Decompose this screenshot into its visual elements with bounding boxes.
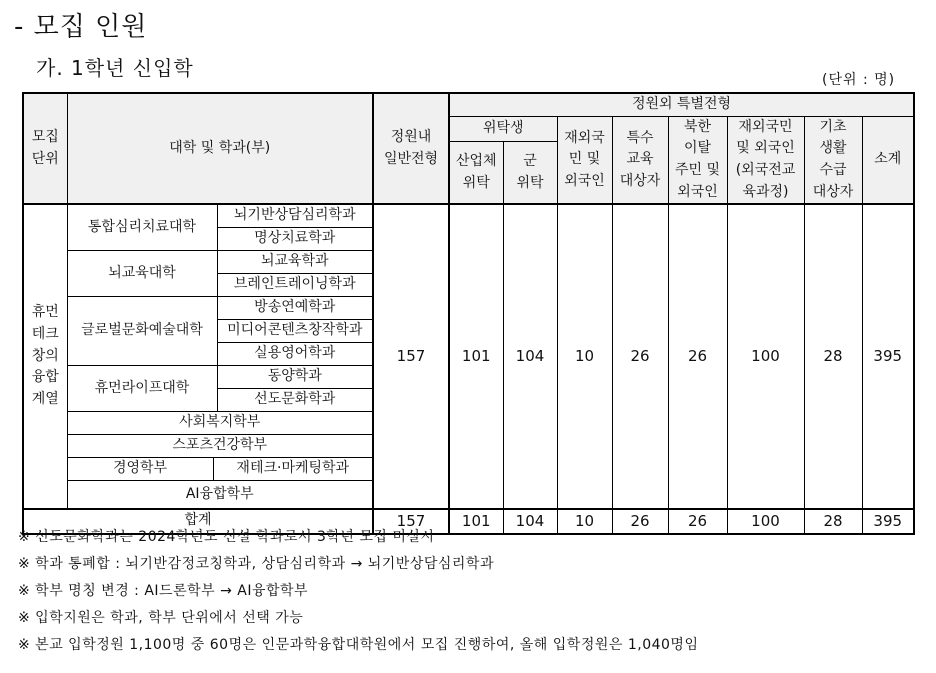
header-basic-living: 기초 생활 수급 대상자 [804,116,862,204]
sub-title: 가. 1학년 신입학 [36,56,194,80]
dept-media-content: 미디어콘텐츠창작학과 [217,320,373,343]
header-military: 군 위탁 [503,142,557,205]
value-military: 104 [503,204,557,508]
total-label: 합계 [23,509,373,534]
total-subtotal: 395 [862,509,914,534]
value-overseas-program: 100 [727,204,804,508]
dept-business: 경영학부 [67,458,213,481]
total-special-ed: 26 [612,509,668,534]
header-subtotal: 소계 [862,116,914,204]
header-college-dept: 대학 및 학과(부) [67,93,373,204]
college-human-life: 휴먼라이프대학 [67,366,217,412]
value-special-ed: 26 [612,204,668,508]
dept-sports-health: 스포츠건강학부 [67,435,373,458]
dept-social-welfare: 사회복지학부 [67,412,373,435]
dept-finance-marketing: 재테크·마케팅학과 [213,458,373,481]
header-special: 정원외 특별전형 [449,93,914,116]
value-overseas: 10 [557,204,612,508]
note-item: ※ 학부 명칭 변경 : AI드론학부 → AI융합학부 [18,583,309,599]
dept-brain-training: 브레인트레이닝학과 [217,274,373,297]
dept-oriental: 동양학과 [217,366,373,389]
college-brain-ed: 뇌교육대학 [67,251,217,297]
dept-brain-education: 뇌교육학과 [217,251,373,274]
value-regular: 157 [373,204,449,508]
dept-seondo: 선도문화학과 [217,389,373,412]
header-unit: 모집 단위 [23,93,67,204]
dept-meditation: 명상치료학과 [217,228,373,251]
section-title: - 모집 인원 [14,12,148,42]
value-nk: 26 [668,204,727,508]
header-consign: 위탁생 [449,116,557,141]
total-industry: 101 [449,509,503,534]
dept-broadcast: 방송연예학과 [217,297,373,320]
note-item: ※ 학과 통폐합 : 뇌기반감정코칭학과, 상담심리학과 → 뇌기반상담심리학과 [18,556,494,572]
header-overseas: 재외국 민 및 외국인 [557,116,612,204]
header-special-ed: 특수 교육 대상자 [612,116,668,204]
header-industry: 산업체 위탁 [449,142,503,205]
unit-note: (단위 : 명) [822,72,896,88]
value-basic-living: 28 [804,204,862,508]
note-item: ※ 본교 입학정원 1,100명 중 60명은 인문과학융합대학원에서 모집 진행하여, 올해 입학정원은 1,040명임 [18,637,699,653]
dept-ai-convergence: AI융합학부 [67,481,373,509]
recruit-unit: 휴먼 테크 창의 융합 계열 [23,204,67,508]
total-military: 104 [503,509,557,534]
header-regular: 정원내 일반전형 [373,93,449,204]
college-integrated-psych: 통합심리치료대학 [67,204,217,250]
header-nk: 북한 이탈 주민 및 외국인 [668,116,727,204]
notes [18,524,698,659]
college-global-culture: 글로벌문화예술대학 [67,297,217,366]
note-item: ※ 선도문화학과는 2024학년도 신설 학과로서 3학년 모집 미실시 [18,529,435,545]
dept-brain-counsel: 뇌기반상담심리학과 [217,204,373,227]
value-industry: 101 [449,204,503,508]
header-overseas-program: 재외국민 및 외국인 (외국전교 육과정) [727,116,804,204]
total-overseas-program: 100 [727,509,804,534]
dept-practical-english: 실용영어학과 [217,343,373,366]
value-subtotal: 395 [862,204,914,508]
total-nk: 26 [668,509,727,534]
note-item: ※ 입학지원은 학과, 학부 단위에서 선택 가능 [18,610,304,626]
total-overseas: 10 [557,509,612,534]
total-basic-living: 28 [804,509,862,534]
admission-table [22,92,915,535]
total-regular: 157 [373,509,449,534]
